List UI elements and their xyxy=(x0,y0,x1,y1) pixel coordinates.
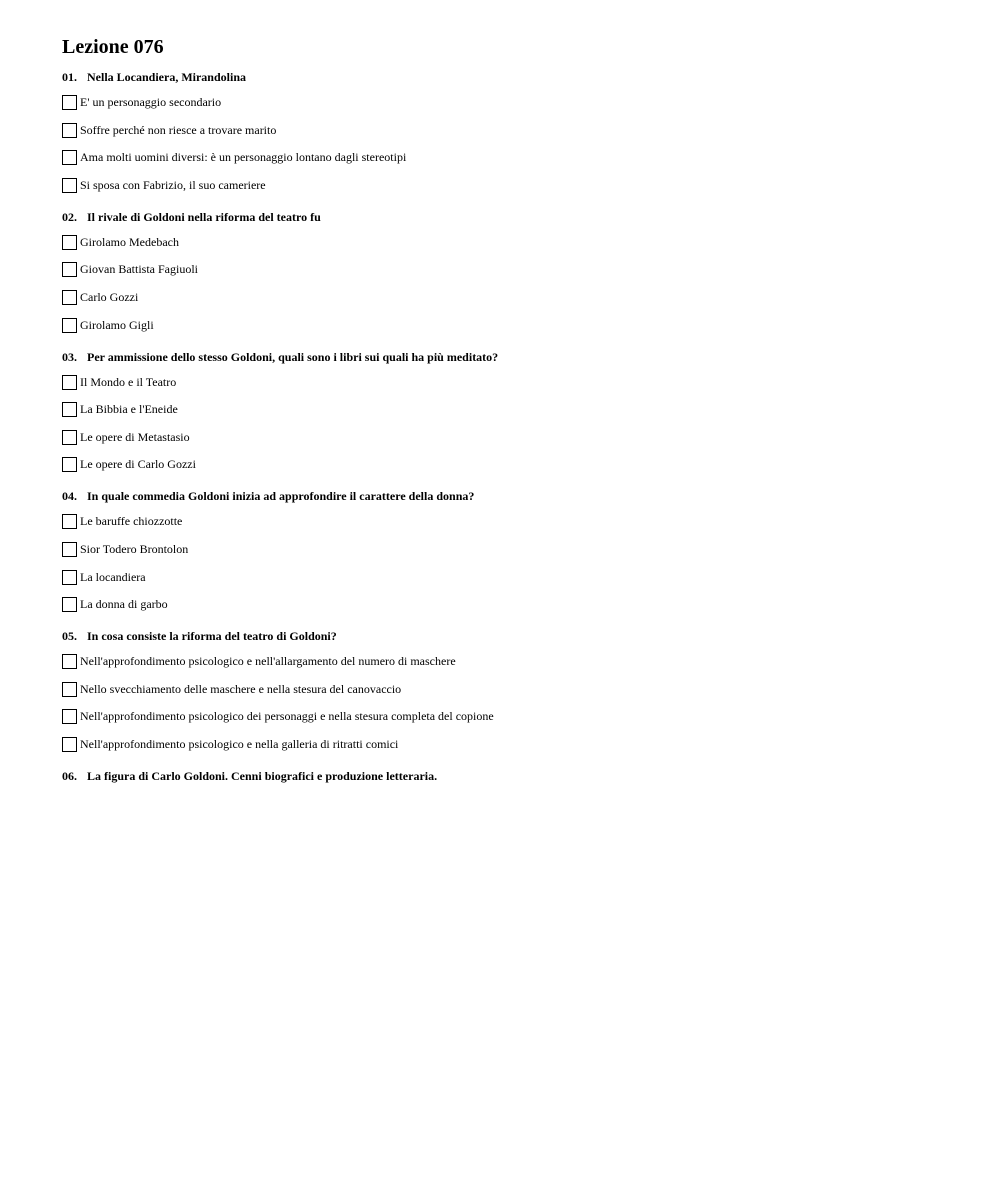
answer-option[interactable] xyxy=(62,317,962,334)
answer-checkbox[interactable] xyxy=(62,375,77,390)
answer-option[interactable] xyxy=(62,708,962,725)
answer-option[interactable] xyxy=(62,374,962,391)
question-01 xyxy=(62,69,962,194)
answer-option[interactable] xyxy=(62,289,962,306)
question-text: Per ammissione dello stesso Goldoni, quali sono i libri sui quali ha più meditato? xyxy=(87,349,499,364)
answer-checkbox[interactable] xyxy=(62,737,77,752)
answer-label: La donna di garbo xyxy=(80,597,168,612)
answer-option[interactable] xyxy=(62,456,962,473)
question-06 xyxy=(62,768,962,784)
answer-label: Carlo Gozzi xyxy=(80,289,139,304)
answer-label: Soffre perché non riesce a trovare marito xyxy=(80,122,277,137)
question-text: In cosa consiste la riforma del teatro di Goldoni? xyxy=(87,629,337,644)
answer-checkbox[interactable] xyxy=(62,682,77,697)
question-text: La figura di Carlo Goldoni. Cenni biografici e produzione letteraria. xyxy=(87,768,438,783)
question-number: 05. xyxy=(62,629,77,644)
question-text: Nella Locandiera, Mirandolina xyxy=(87,70,246,84)
answer-checkbox[interactable] xyxy=(62,514,77,529)
answer-option[interactable] xyxy=(62,653,962,670)
answer-label: Le opere di Metastasio xyxy=(80,429,190,444)
answer-label: Le baruffe chiozzotte xyxy=(80,514,183,529)
question-heading xyxy=(62,628,962,644)
answer-label: E' un personaggio secondario xyxy=(80,95,222,109)
question-heading xyxy=(62,69,962,85)
answer-label: Nello svecchiamento delle maschere e nella stesura del canovaccio xyxy=(80,681,402,696)
question-04 xyxy=(62,488,962,613)
question-heading xyxy=(62,209,962,225)
answer-checkbox[interactable] xyxy=(62,597,77,612)
answer-option[interactable] xyxy=(62,261,962,278)
answer-label: Girolamo Medebach xyxy=(80,234,179,249)
answer-checkbox[interactable] xyxy=(62,709,77,724)
answer-option[interactable] xyxy=(62,541,962,558)
answer-option[interactable] xyxy=(62,94,962,111)
answer-checkbox[interactable] xyxy=(62,457,77,472)
answer-option[interactable] xyxy=(62,596,962,613)
answer-label: Ama molti uomini diversi: è un personaggio lontano dagli stereotipi xyxy=(80,150,407,165)
answer-checkbox[interactable] xyxy=(62,290,77,305)
answer-label: Sior Todero Brontolon xyxy=(80,541,189,556)
answer-option[interactable] xyxy=(62,736,962,753)
answer-checkbox[interactable] xyxy=(62,542,77,557)
answer-option[interactable] xyxy=(62,401,962,418)
question-heading xyxy=(62,768,962,784)
answer-option[interactable] xyxy=(62,429,962,446)
question-number: 06. xyxy=(62,768,77,783)
answer-checkbox[interactable] xyxy=(62,402,77,417)
quiz-page xyxy=(62,34,962,799)
answer-option[interactable] xyxy=(62,177,962,194)
answer-label: Nell'approfondimento psicologico e nella galleria di ritratti comici xyxy=(80,736,399,751)
answer-label: Si sposa con Fabrizio, il suo cameriere xyxy=(80,177,266,192)
answer-label: Nell'approfondimento psicologico e nell'allargamento del numero di maschere xyxy=(80,654,456,669)
question-03 xyxy=(62,349,962,474)
answer-option[interactable] xyxy=(62,681,962,698)
question-text: In quale commedia Goldoni inizia ad approfondire il carattere della donna? xyxy=(87,489,475,504)
answer-checkbox[interactable] xyxy=(62,178,77,193)
answer-option[interactable] xyxy=(62,513,962,530)
answer-option[interactable] xyxy=(62,149,962,166)
answer-checkbox[interactable] xyxy=(62,123,77,138)
answer-checkbox[interactable] xyxy=(62,318,77,333)
lesson-title: Lezione 076 xyxy=(62,36,164,58)
question-number: 04. xyxy=(62,489,77,504)
question-number: 02. xyxy=(62,209,77,224)
answer-option[interactable] xyxy=(62,569,962,586)
answer-checkbox[interactable] xyxy=(62,570,77,585)
answer-label: Il Mondo e il Teatro xyxy=(80,374,177,389)
question-number: 01. xyxy=(62,70,77,84)
answer-option[interactable] xyxy=(62,122,962,139)
question-text: Il rivale di Goldoni nella riforma del teatro fu xyxy=(87,209,321,224)
answer-label: Girolamo Gigli xyxy=(80,317,154,332)
question-heading xyxy=(62,488,962,504)
answer-label: Giovan Battista Fagiuoli xyxy=(80,262,198,277)
answer-checkbox[interactable] xyxy=(62,95,77,110)
answer-checkbox[interactable] xyxy=(62,654,77,669)
answer-label: La Bibbia e l'Eneide xyxy=(80,402,178,417)
answer-option[interactable] xyxy=(62,234,962,251)
answer-checkbox[interactable] xyxy=(62,430,77,445)
question-number: 03. xyxy=(62,349,77,364)
answer-label: Le opere di Carlo Gozzi xyxy=(80,457,196,472)
answer-checkbox[interactable] xyxy=(62,235,77,250)
answer-checkbox[interactable] xyxy=(62,262,77,277)
answer-checkbox[interactable] xyxy=(62,150,77,165)
answer-label: Nell'approfondimento psicologico dei personaggi e nella stesura completa del copione xyxy=(80,709,494,724)
question-heading xyxy=(62,349,962,365)
question-05 xyxy=(62,628,962,753)
answer-label: La locandiera xyxy=(80,569,146,584)
question-02 xyxy=(62,209,962,334)
